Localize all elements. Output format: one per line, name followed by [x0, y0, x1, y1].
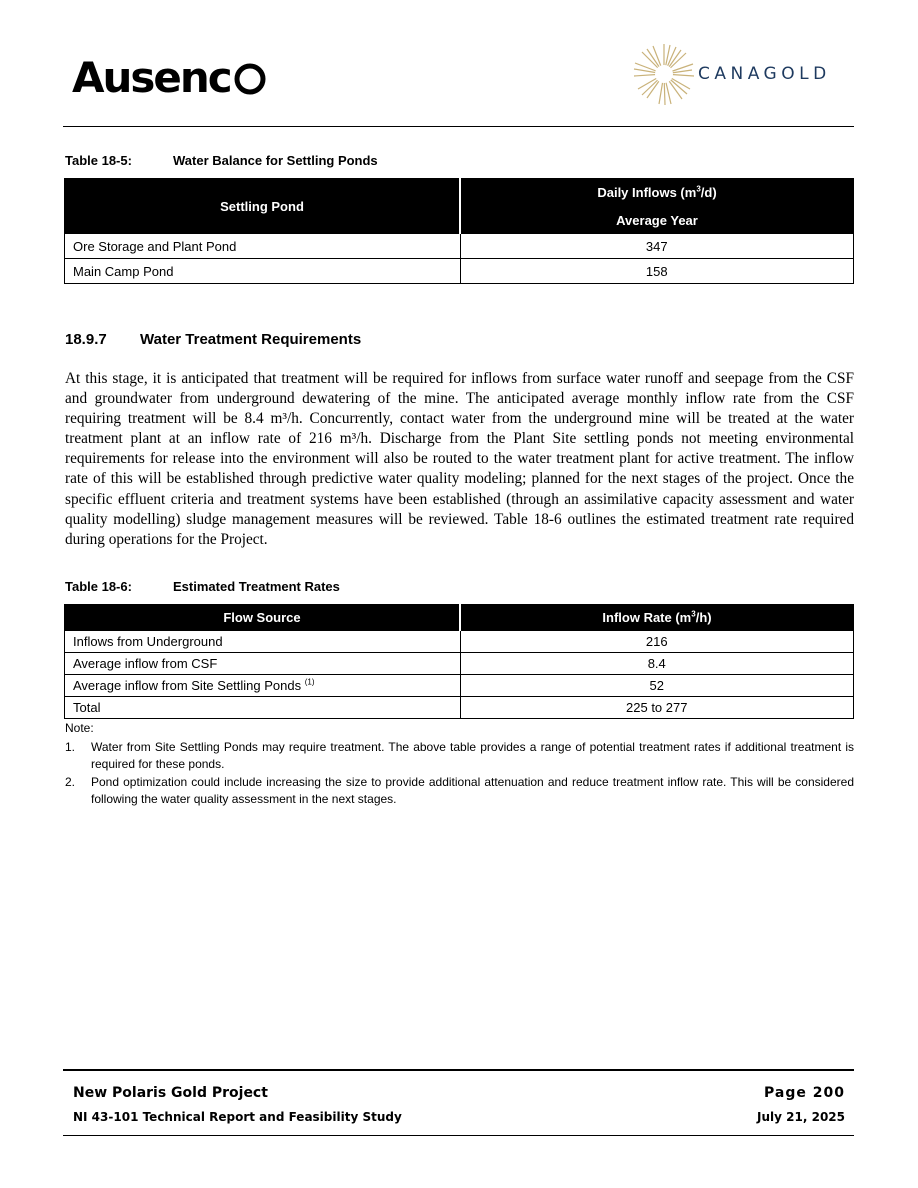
column-header-daily-inflows: Daily Inflows $(m^3/d)$	[460, 179, 854, 207]
note-text: Pond optimization could include increasing the size to provide additional attenuation and reduce treatment inflow rate. This will be considered following the water quality assessment in the next stages.	[91, 775, 854, 806]
column-header-inflow-rate: Inflow Rate $(m^3/h)$	[460, 605, 854, 631]
ausenco-wordmark: Ausenc	[72, 53, 231, 102]
row-label: Inflows from Underground	[65, 631, 461, 653]
footer-divider-bottom	[63, 1135, 854, 1136]
header-divider	[63, 126, 854, 127]
notes-list	[65, 739, 854, 809]
footer-divider-top	[63, 1069, 854, 1071]
table-row	[65, 234, 854, 259]
row-label: Average inflow from Site Settling Ponds $^{(1)}$	[65, 675, 461, 697]
body-paragraph: At this stage, it is anticipated that treatment will be required for inflows from surface water runoff and seepage from the CSF and groundwater from underground dewatering of the mine. The anticipated average monthly inflow rate from the CSF requiring treatment will be 8.4 m³/h. Concurrently, contact water from the underground mine will be treated at the water treatment plant at an inflow rate of 216 m³/h. Discharge from the Plant Site settling ponds not meeting environmental requirements for release into the environment will also be routed to the water treatment plant for active treatment. The inflow rate of this will be established through predictive water quality modeling; planned for the next stages of the project. Once the specific effluent criteria and treatment systems have been established (through an assimilative capacity assessment and water quality modelling) sludge management measures will be reviewed. Table 18-6 outlines the estimated treatment rate required during operations for the Project.	[65, 370, 854, 548]
row-value: 158	[460, 259, 854, 284]
section-heading	[65, 331, 361, 348]
section-title: Water Treatment Requirements	[140, 331, 362, 348]
table-title: Estimated Treatment Rates	[173, 579, 340, 594]
note-item	[65, 774, 854, 807]
footer-page-number: Page 200	[764, 1085, 845, 1101]
column-header-flow-source: Flow Source	[65, 605, 461, 631]
row-label: Main Camp Pond	[65, 259, 461, 284]
table-row	[65, 259, 854, 284]
footer-date: July 21, 2025	[757, 1110, 845, 1124]
table-row	[65, 675, 854, 697]
column-header-settling-pond: Settling Pond	[65, 179, 461, 234]
treatment-rates-table	[64, 604, 854, 719]
table-row-total	[65, 697, 854, 719]
row-value: 225 to 277	[460, 697, 854, 719]
canagold-logo	[632, 42, 831, 106]
ausenco-logo	[72, 52, 268, 104]
row-label: Total	[65, 697, 461, 719]
section-number: 18.9.7	[65, 331, 107, 348]
note-label: Note:	[65, 721, 94, 735]
table-caption	[65, 579, 340, 594]
row-value: 8.4	[460, 653, 854, 675]
footer-report-title: NI 43-101 Technical Report and Feasibility Study	[73, 1110, 402, 1124]
table-number: Table 18-5:	[65, 153, 132, 168]
canagold-wordmark: CANAGOLD	[698, 64, 831, 84]
table-title: Water Balance for Settling Ponds	[173, 153, 378, 168]
sunburst-icon	[632, 42, 696, 106]
note-text: Water from Site Settling Ponds may require treatment. The above table provides a range of potential treatment rates if additional treatment is required for these ponds.	[91, 740, 854, 771]
row-value: 216	[460, 631, 854, 653]
ausenco-swirl-icon	[232, 60, 268, 96]
note-item	[65, 739, 854, 772]
row-value: 347	[460, 234, 854, 259]
row-label: Average inflow from CSF	[65, 653, 461, 675]
note-number: 2.	[65, 775, 76, 789]
footnote-marker: (1)	[304, 677, 315, 687]
row-label: Ore Storage and Plant Pond	[65, 234, 461, 259]
table-caption	[65, 153, 378, 168]
column-subheader-average-year: Average Year	[460, 207, 854, 234]
table-number: Table 18-6:	[65, 579, 132, 594]
table-row	[65, 631, 854, 653]
note-number: 1.	[65, 740, 76, 754]
row-value: 52	[460, 675, 854, 697]
water-balance-table	[64, 178, 854, 284]
table-row	[65, 653, 854, 675]
footer-project-name: New Polaris Gold Project	[73, 1085, 268, 1101]
